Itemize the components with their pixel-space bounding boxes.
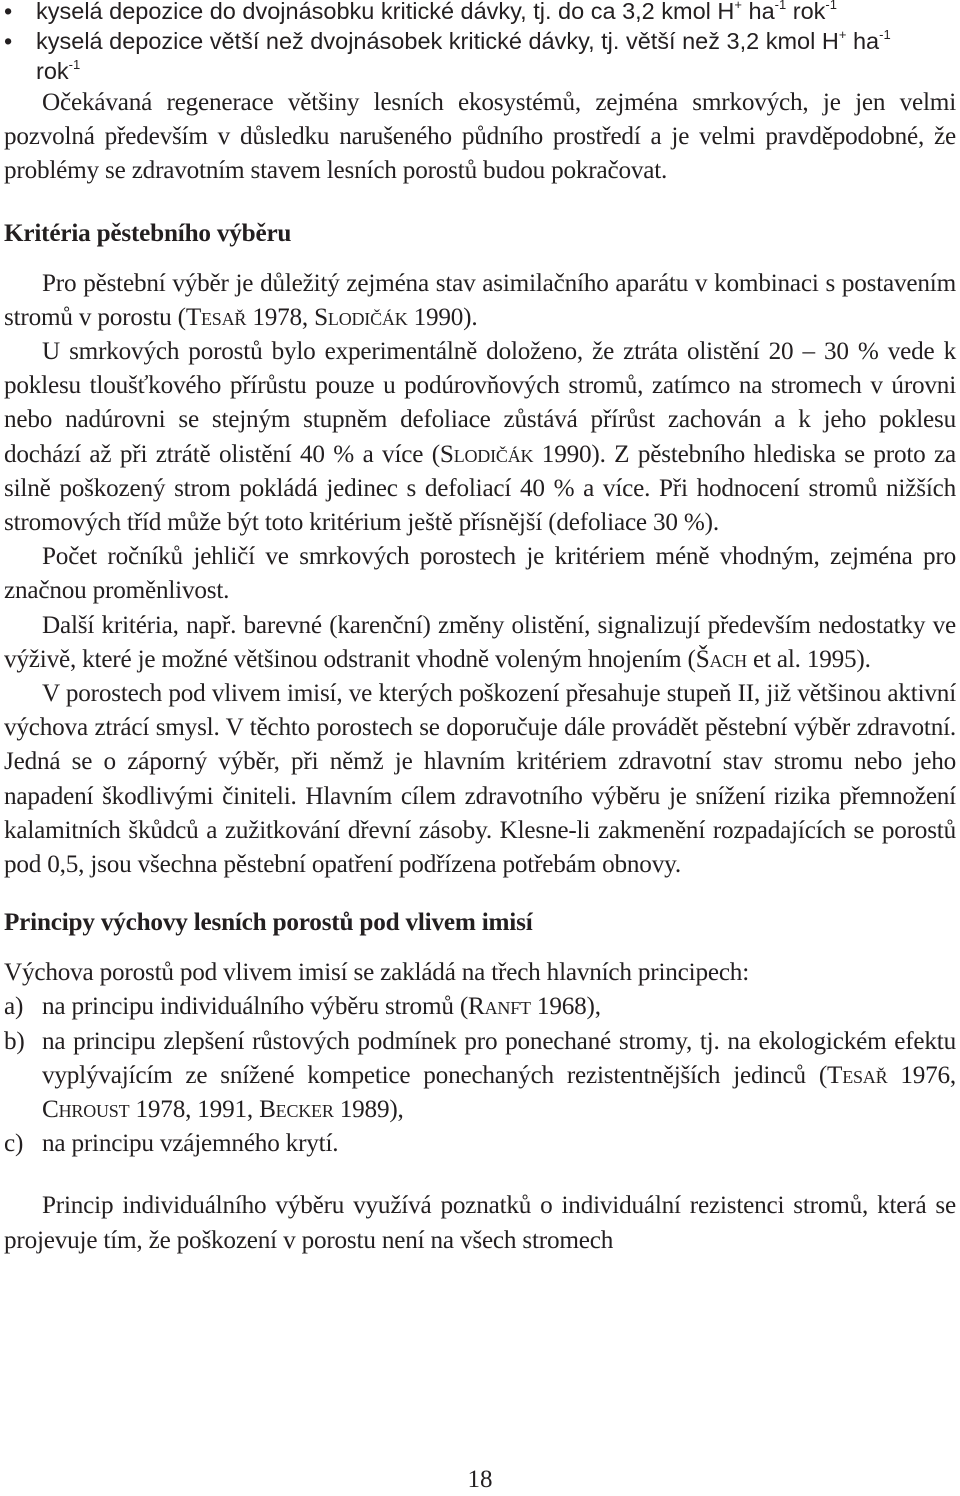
author-name: Becker	[259, 1096, 334, 1124]
text-run: na principu individuálního výběru stromů (	[42, 993, 469, 1021]
author-name: Tesař	[185, 303, 247, 331]
bullet-item	[4, 26, 956, 86]
paragraph: Počet ročníků jehličí ve smrkových porostech je kritériem méně vhodným, zejména pro značnou proměnlivost.	[4, 543, 956, 605]
list-marker: b)	[4, 1027, 25, 1055]
text-run: 1978,	[246, 303, 315, 331]
text-run: Pro pěstební výběr je důležitý zejména stav asimilačního aparátu v kombinaci s postavením stromů v porostu (	[4, 269, 956, 331]
bullet-text: kyselá depozice větší než dvojnásobek kritické dávky, tj. větší než 3,2 kmol H	[36, 28, 839, 54]
text-run: 1990).	[407, 303, 478, 331]
list-item	[4, 1127, 956, 1161]
text-run: Další kritéria, např. barevné (karenční) změny olistění, signalizují především nedostatky ve výživě, které je možné většinou odstranit vhodně voleným hnojením (	[4, 611, 956, 673]
superscript: +	[838, 27, 847, 42]
section-heading-criteria: Kritéria pěstebního výběru	[4, 219, 292, 247]
superscript: +	[734, 0, 742, 12]
bullet-list	[4, 0, 956, 86]
paragraph-intro: Očekávaná regenerace většiny lesních ekosystémů, zejména smrkových, je jen velmi pozvolná především v důsledku narušeného půdního prostředí a je velmi pravděpodobné, že problémy se zdravotním stavem lesních porostů budou pokračovat.	[4, 89, 956, 185]
text-run: 1990). Z pěstebního hlediska se proto za silně poškozený strom pokládá jedinec s defoliací 40 % a více. Při hodnocení stromů nižších stromových tříd může být toto kritérium ještě přísnější (defoliace 30 %).	[4, 440, 957, 537]
text-run: 1968),	[530, 993, 601, 1021]
author-name: Šach	[695, 645, 747, 673]
bullet-text: ha	[741, 0, 775, 24]
bullet-text: rok	[786, 0, 826, 24]
paragraph	[4, 267, 956, 335]
list-marker: c)	[4, 1130, 24, 1158]
paragraph-last: Princip individuálního výběru využívá poznatků o individuální rezistenci stromů, která se projevuje tím, že poškození v porostu není na všech stromech	[4, 1192, 956, 1254]
paragraph	[4, 335, 956, 540]
text-run: et al. 1995).	[746, 645, 871, 673]
bullet-marker: •	[4, 28, 13, 54]
text-run: U smrkových porostů bylo experimentálně doloženo, že ztráta olistění 20 – 30 % vede k poklesu tloušťkového přírůstu pouze u podúrovňových stromů, zatímco na stromech v úrovni nebo nadúrovni se stejným stupněm defoliace zůstává přírůst zachován a k jeho poklesu dochází až při ztrátě olistění 40 % a více (	[4, 338, 956, 468]
text-run: 1989),	[333, 1096, 404, 1124]
author-name: Ranft	[468, 993, 531, 1021]
text-run: na principu vzájemného krytí.	[42, 1130, 339, 1158]
text-run: na principu zlepšení růstových podmínek pro ponechané stromy, tj. na ekologickém efektu vyplývajícím ze snížené kompetice ponechaných rezistentnějších jedinců (	[42, 1027, 956, 1089]
superscript: -1	[774, 0, 787, 12]
author-name: Chroust	[42, 1096, 130, 1124]
paragraph-principles-intro: Výchova porostů pod vlivem imisí se zakládá na třech hlavních principech:	[4, 959, 749, 987]
list-item	[4, 1025, 956, 1128]
list-marker: a)	[4, 993, 24, 1021]
page	[4, 0, 956, 1258]
paragraph: V porostech pod vlivem imisí, ve kterých poškození přesahuje stupeň II, již většinou aktivní výchova ztrácí smysl. V těchto porostech se doporučuje dále provádět pěstební výběr zdravotní. Jedná se o záporný výběr, při němž je hlavním kritériem zdravotní stav stromu nebo jeho napadení škodlivými činiteli. Hlavním cílem zdravotního výběru je snížení rizika přemnožení kalamitních škůdců a zužitkování dřevní zásoby. Klesne-li zakmenění rozpadajících se porostů pod 0,5, jsou všechna pěstební opatření podřízena potřebám obnovy.	[4, 680, 956, 879]
text-run: 1978, 1991,	[129, 1096, 260, 1124]
bullet-text: kyselá depozice do dvojnásobku kritické dávky, tj. do ca 3,2 kmol H	[36, 0, 735, 24]
list-item	[4, 990, 956, 1024]
text-run: 1976,	[887, 1061, 956, 1089]
body-text	[4, 86, 956, 1258]
bullet-text: rok	[36, 58, 69, 84]
bullet-item	[4, 0, 956, 26]
author-name: Slodičák	[314, 303, 408, 331]
bullet-marker: •	[4, 0, 13, 24]
bullet-text: ha	[846, 28, 880, 54]
page-number: 18	[467, 1466, 493, 1493]
paragraph	[4, 609, 956, 677]
author-name: Tesař	[827, 1061, 888, 1089]
bullet-continuation	[36, 56, 956, 86]
superscript: -1	[68, 57, 81, 72]
author-name: Slodičák	[439, 440, 534, 468]
superscript: -1	[825, 0, 837, 12]
superscript: -1	[879, 27, 891, 42]
section-heading-principles: Principy výchovy lesních porostů pod vlivem imisí	[4, 909, 533, 937]
